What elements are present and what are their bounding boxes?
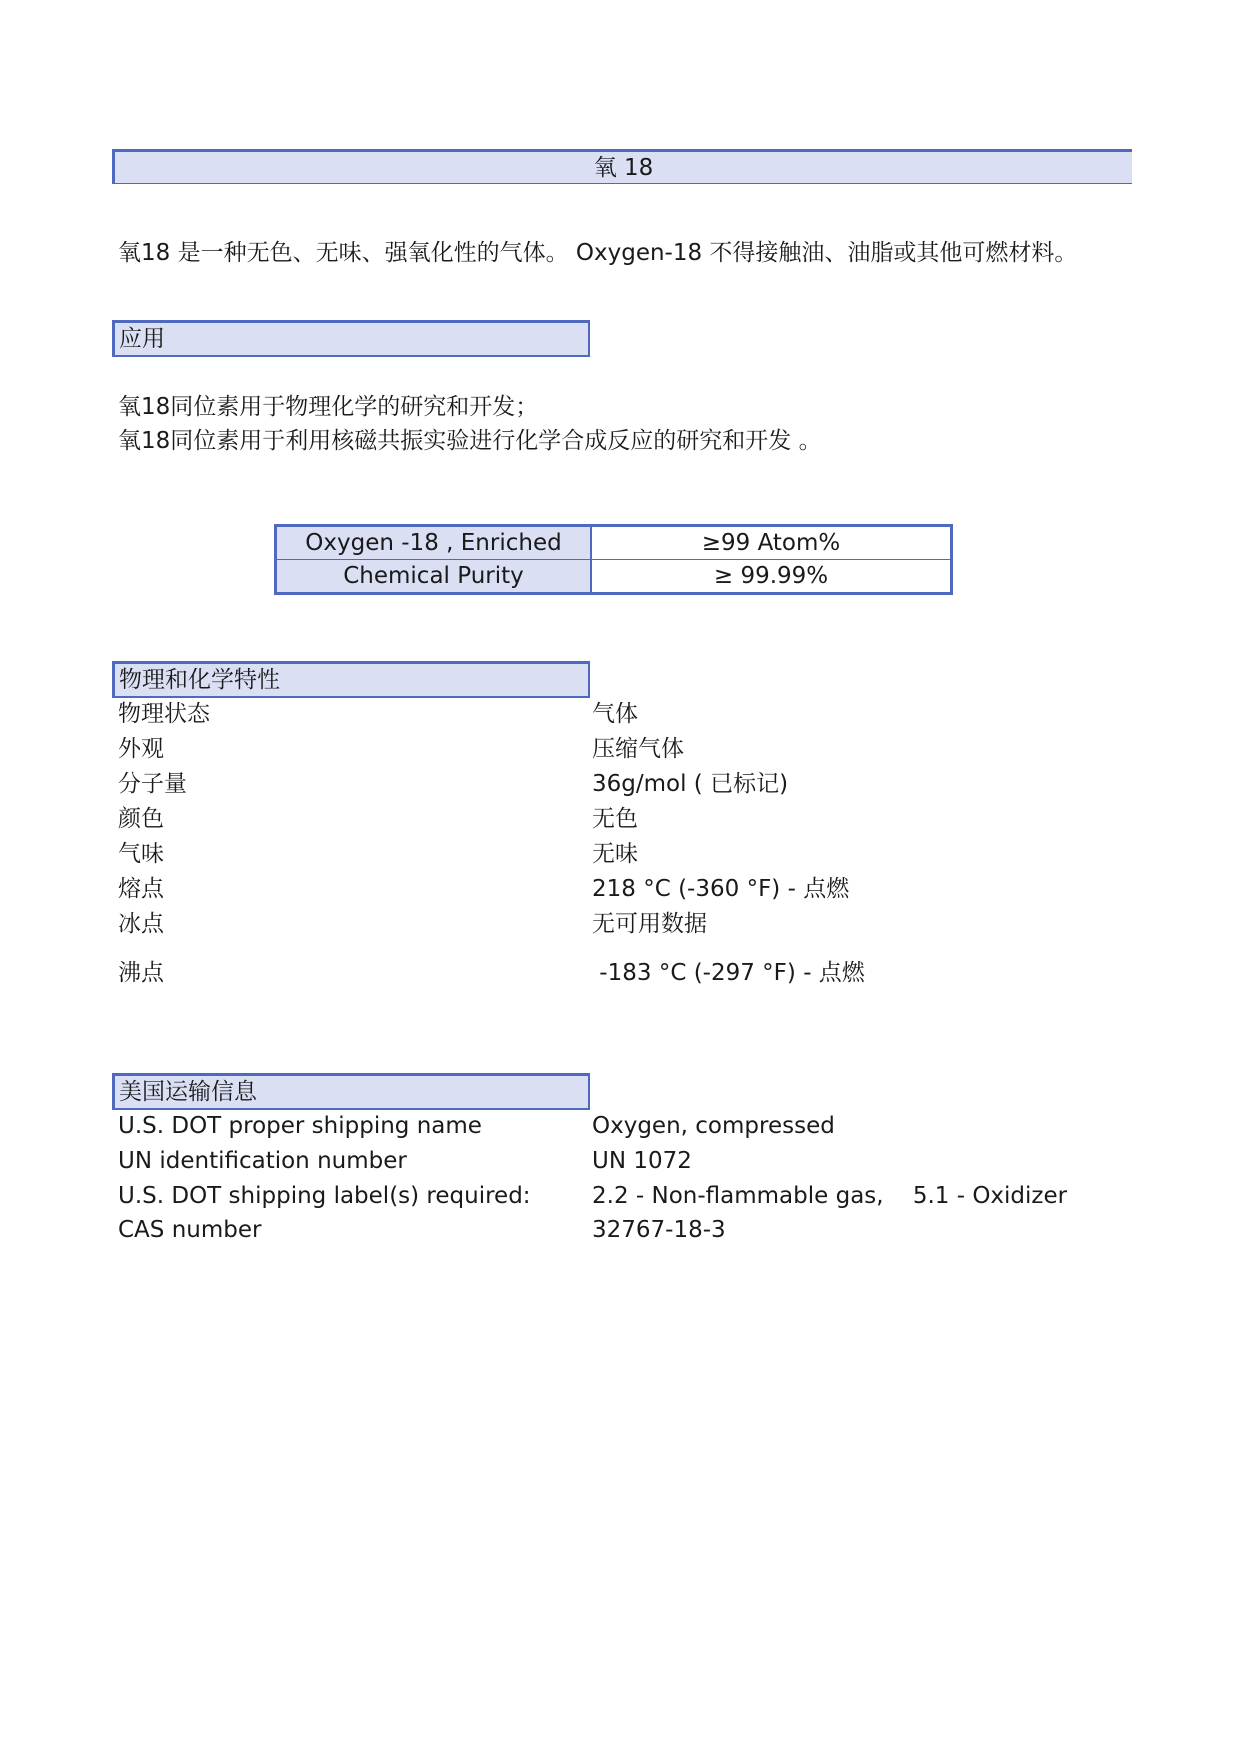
- applications-heading: 应用: [112, 320, 590, 357]
- property-key: 沸点: [118, 960, 164, 986]
- property-value: 无味: [592, 841, 638, 867]
- transport-value: 32767-18-3: [592, 1217, 726, 1243]
- purity-label-chemical: Chemical Purity: [276, 560, 592, 594]
- description-text: 氧18 是一种无色、无味、强氧化性的气体。 Oxygen-18 不得接触油、油脂或其他可燃材料。: [118, 240, 1078, 266]
- list-item: [118, 837, 1118, 872]
- transport-value: 2.2 - Non-flammable gas, 5.1 - Oxidizer: [592, 1183, 1068, 1209]
- application-line-2: 氧18同位素用于利用核磁共振实验进行化学合成反应的研究和开发 。: [118, 428, 822, 454]
- transport-key: UN identification number: [118, 1148, 407, 1174]
- purity-value-enriched: ≥99 Atom%: [591, 526, 952, 560]
- list-item: [118, 802, 1118, 837]
- purity-table: [274, 524, 953, 595]
- page-title: 氧 18: [112, 149, 1132, 184]
- property-key: 冰点: [118, 911, 164, 937]
- table-row: [276, 560, 952, 594]
- property-key: 外观: [118, 736, 164, 762]
- application-line-1: 氧18同位素用于物理化学的研究和开发；: [118, 394, 539, 420]
- property-key: 气味: [118, 841, 164, 867]
- transport-value: UN 1072: [592, 1148, 692, 1174]
- property-value: 无色: [592, 806, 638, 832]
- property-value: 36g/mol ( 已标记): [592, 771, 789, 797]
- transport-heading: 美国运输信息: [112, 1073, 590, 1110]
- list-item: [118, 1144, 1118, 1179]
- list-item: [118, 1179, 1118, 1214]
- transport-key: U.S. DOT proper shipping name: [118, 1113, 482, 1139]
- transport-key: CAS number: [118, 1217, 262, 1243]
- properties-heading: 物理和化学特性: [112, 661, 590, 698]
- property-value: 气体: [592, 701, 638, 727]
- property-key: 熔点: [118, 876, 164, 902]
- property-value: 无可用数据: [592, 911, 707, 937]
- list-item: [118, 1213, 1118, 1248]
- property-key: 物理状态: [118, 701, 210, 727]
- property-key: 颜色: [118, 806, 164, 832]
- list-item: [118, 1109, 1118, 1144]
- purity-value-chemical: ≥ 99.99%: [591, 560, 952, 594]
- table-row: [276, 526, 952, 560]
- list-item: [118, 907, 1118, 942]
- transport-key: U.S. DOT shipping label(s) required:: [118, 1183, 531, 1209]
- list-item: [118, 697, 1118, 732]
- property-value: -183 °C (-297 °F) - 点燃: [592, 960, 865, 986]
- transport-value: Oxygen, compressed: [592, 1113, 835, 1139]
- list-item: [118, 956, 1118, 991]
- property-key: 分子量: [118, 771, 187, 797]
- list-item: [118, 872, 1118, 907]
- list-item: [118, 732, 1118, 767]
- purity-label-enriched: Oxygen -18 , Enriched: [276, 526, 592, 560]
- property-value: 压缩气体: [592, 736, 684, 762]
- list-item: [118, 767, 1118, 802]
- property-value: 218 °C (-360 °F) - 点燃: [592, 876, 850, 902]
